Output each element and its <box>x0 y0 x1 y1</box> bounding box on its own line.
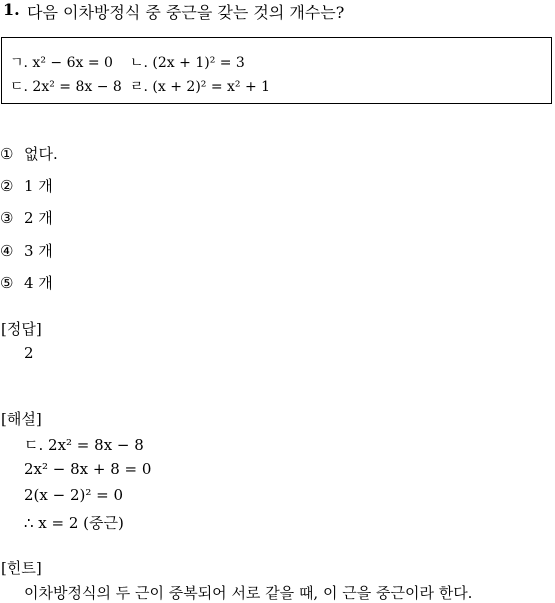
solution-line-4: ∴ x = 2 (중근) <box>24 514 124 532</box>
choice-text: 없다. <box>24 145 58 163</box>
choice-1 <box>0 143 58 164</box>
choice-3 <box>0 207 53 228</box>
solution-line-3: 2(x − 2)² = 0 <box>24 486 124 504</box>
condition-d: ㄹ. (x + 2)² = x² + 1 <box>130 79 271 95</box>
choice-mark: ④ <box>0 242 14 260</box>
conditions-box <box>1 37 552 104</box>
choice-2 <box>0 175 53 196</box>
choice-text: 1 개 <box>24 177 53 195</box>
hint-heading: [힌트] <box>1 559 42 577</box>
question-number: 1. <box>3 0 20 19</box>
choice-text: 2 개 <box>24 209 53 227</box>
solution-line-2: 2x² − 8x + 8 = 0 <box>24 460 152 478</box>
choice-mark: ② <box>0 177 14 195</box>
choice-4 <box>0 240 53 261</box>
choice-text: 4 개 <box>24 274 53 292</box>
choice-text: 3 개 <box>24 242 53 260</box>
solution-heading: [해설] <box>1 410 42 428</box>
answer-value: 2 <box>24 344 34 362</box>
condition-c: ㄷ. 2x² = 8x − 8 <box>10 79 122 95</box>
solution-line-1: ㄷ. 2x² = 8x − 8 <box>24 436 144 454</box>
choice-5 <box>0 272 53 293</box>
condition-a: ㄱ. x² − 6x = 0 <box>10 55 113 71</box>
hint-text: 이차방정식의 두 근이 중복되어 서로 같을 때, 이 근을 중근이라 한다. <box>24 584 473 602</box>
answer-heading: [정답] <box>1 320 42 338</box>
choice-mark: ⑤ <box>0 274 14 292</box>
question-text: 다음 이차방정식 중 중근을 갖는 것의 개수는? <box>27 3 345 22</box>
choice-mark: ① <box>0 145 14 163</box>
condition-b: ㄴ. (2x + 1)² = 3 <box>130 55 245 71</box>
choice-mark: ③ <box>0 209 14 227</box>
